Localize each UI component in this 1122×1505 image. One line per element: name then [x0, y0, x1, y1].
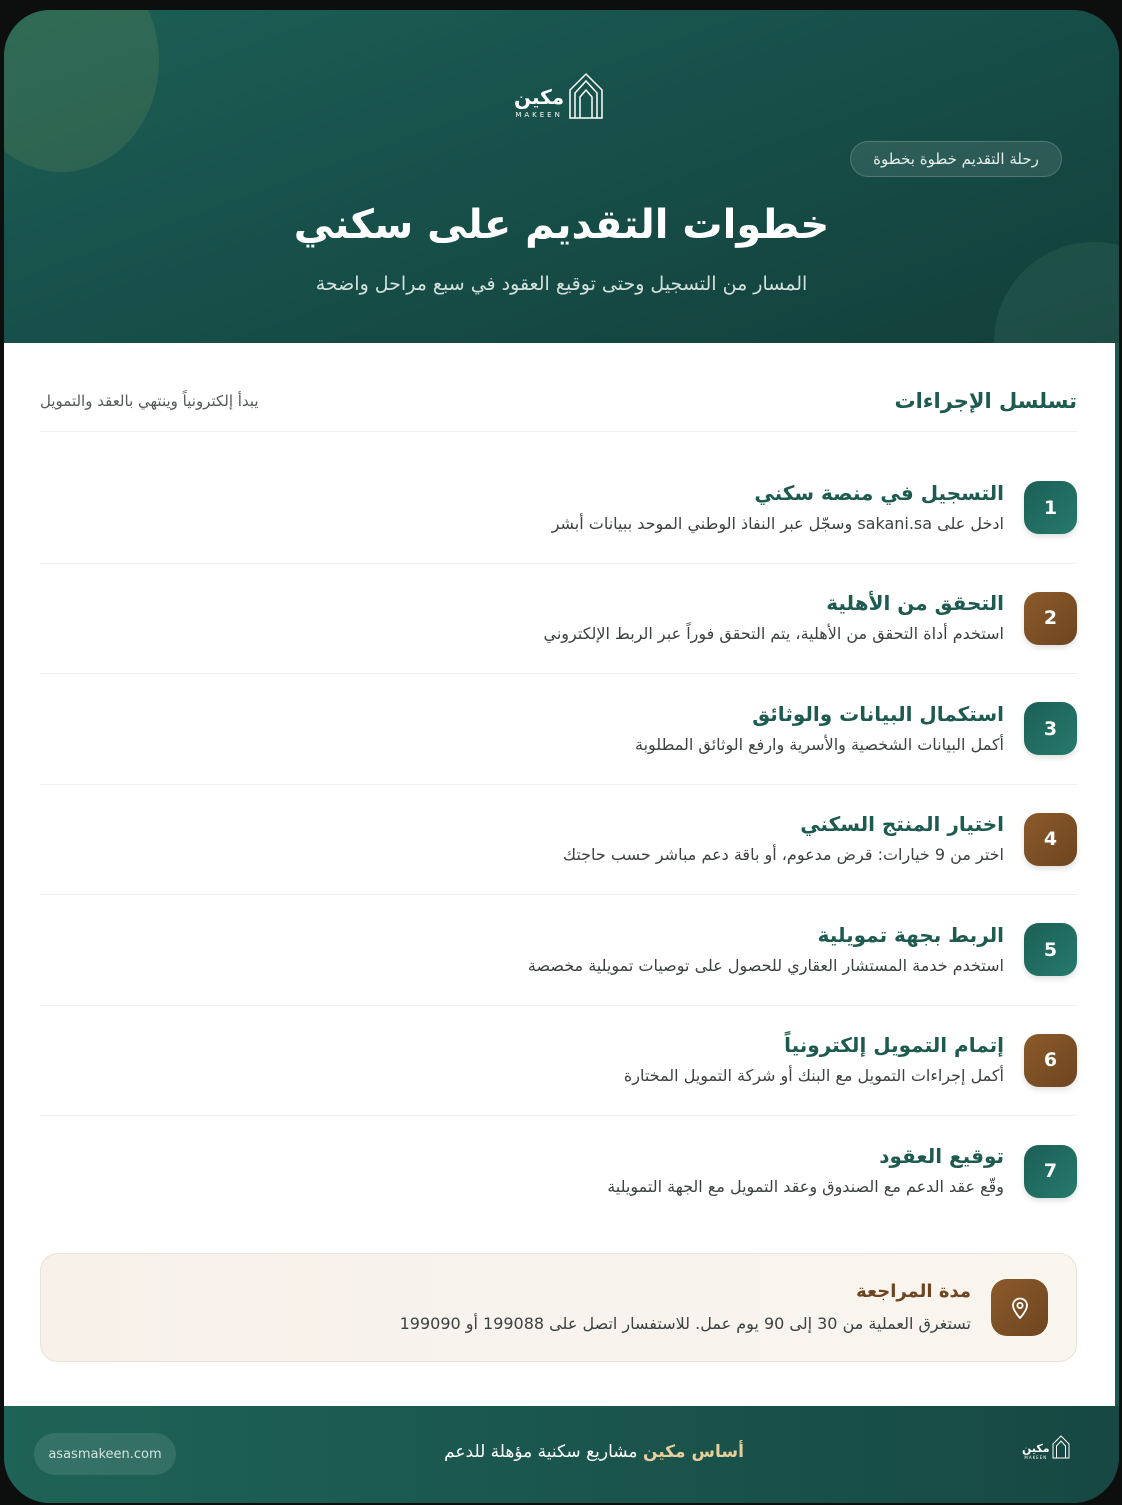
steps-list — [40, 453, 1077, 1227]
step-title: اختيار المنتج السكني — [800, 812, 1004, 837]
house-arch-icon — [568, 72, 604, 120]
section-title: تسلسل الإجراءات — [894, 389, 1077, 413]
step-description: اختر من 9 خيارات: قرض مدعوم، أو باقة دعم مباشر حسب حاجتك — [562, 845, 1004, 865]
footer — [4, 1406, 1119, 1503]
house-arch-icon — [1052, 1434, 1070, 1460]
page-title: خطوات التقديم على سكني — [293, 202, 830, 248]
step-number-badge: 5 — [1024, 923, 1077, 976]
step-number-badge: 3 — [1024, 702, 1077, 755]
footer-logo-english: MAKEEN — [1024, 1455, 1048, 1460]
step-description: ادخل على sakani.sa وسجّل عبر النفاذ الوطني الموحد ببيانات أبشر — [551, 513, 1004, 533]
logo-wordmark — [514, 86, 564, 120]
step-description: استخدم أداة التحقق من الأهلية، يتم التحقق فوراً عبر الربط الإلكتروني — [543, 624, 1004, 644]
section-header — [40, 379, 1077, 432]
footer-logo-arabic: مكين — [1022, 1442, 1050, 1455]
step-title: التحقق من الأهلية — [826, 591, 1004, 616]
section-note: يبدأ إلكترونياً وينتهي بالعقد والتمويل — [40, 392, 259, 410]
step-description: استخدم خدمة المستشار العقاري للحصول على توصيات تمويلية مخصصة — [527, 955, 1004, 975]
note-description: تستغرق العملية من 30 إلى 90 يوم عمل. للاستفسار اتصل على 199088 أو 199090 — [399, 1313, 971, 1333]
step-item-6 — [40, 1006, 1077, 1117]
hero-header — [4, 10, 1119, 343]
logo-english: MAKEEN — [515, 111, 563, 119]
page-subtitle: المسار من التسجيل وحتى توقيع العقود في سبع مراحل واضحة — [315, 273, 808, 295]
step-number-badge: 7 — [1024, 1145, 1077, 1198]
steps-panel — [4, 343, 1115, 1406]
footer-tagline-text: مشاريع سكنية مؤهلة للدعم — [444, 1442, 638, 1462]
step-item-1 — [40, 453, 1077, 564]
makeen-logo — [514, 68, 606, 120]
journey-pill: رحلة التقديم خطوة بخطوة — [850, 141, 1062, 177]
note-title: مدة المراجعة — [856, 1280, 971, 1302]
footer-tagline — [384, 1442, 804, 1462]
step-description: وقّع عقد الدعم مع الصندوق وعقد التمويل مع الجهة التمويلية — [607, 1177, 1004, 1197]
footer-logo — [1022, 1434, 1070, 1460]
step-description: أكمل إجراءات التمويل مع البنك أو شركة التمويل المختارة — [623, 1066, 1004, 1086]
website-link[interactable]: asasmakeen.com — [34, 1433, 176, 1475]
step-title: توقيع العقود — [879, 1144, 1004, 1169]
step-title: التسجيل في منصة سكني — [754, 480, 1004, 505]
step-number-badge: 6 — [1024, 1034, 1077, 1087]
step-item-2 — [40, 564, 1077, 675]
logo-arabic: مكين — [514, 85, 565, 109]
step-number-badge: 4 — [1024, 813, 1077, 866]
decorative-circle — [4, 10, 159, 172]
step-item-5 — [40, 895, 1077, 1006]
step-number-badge: 2 — [1024, 592, 1077, 645]
step-title: استكمال البيانات والوثائق — [752, 701, 1004, 726]
location-pin-icon — [991, 1279, 1048, 1336]
step-title: إتمام التمويل إلكترونياً — [784, 1033, 1004, 1058]
step-number-badge: 1 — [1024, 481, 1077, 534]
step-item-3 — [40, 674, 1077, 785]
step-item-7 — [40, 1116, 1077, 1227]
footer-brand: أساس مكين — [642, 1442, 744, 1462]
page-frame — [4, 10, 1119, 1503]
step-item-4 — [40, 785, 1077, 896]
step-title: الربط بجهة تمويلية — [817, 922, 1004, 947]
step-description: أكمل البيانات الشخصية والأسرية وارفع الوثائق المطلوبة — [634, 734, 1004, 754]
review-duration-card — [40, 1253, 1077, 1362]
